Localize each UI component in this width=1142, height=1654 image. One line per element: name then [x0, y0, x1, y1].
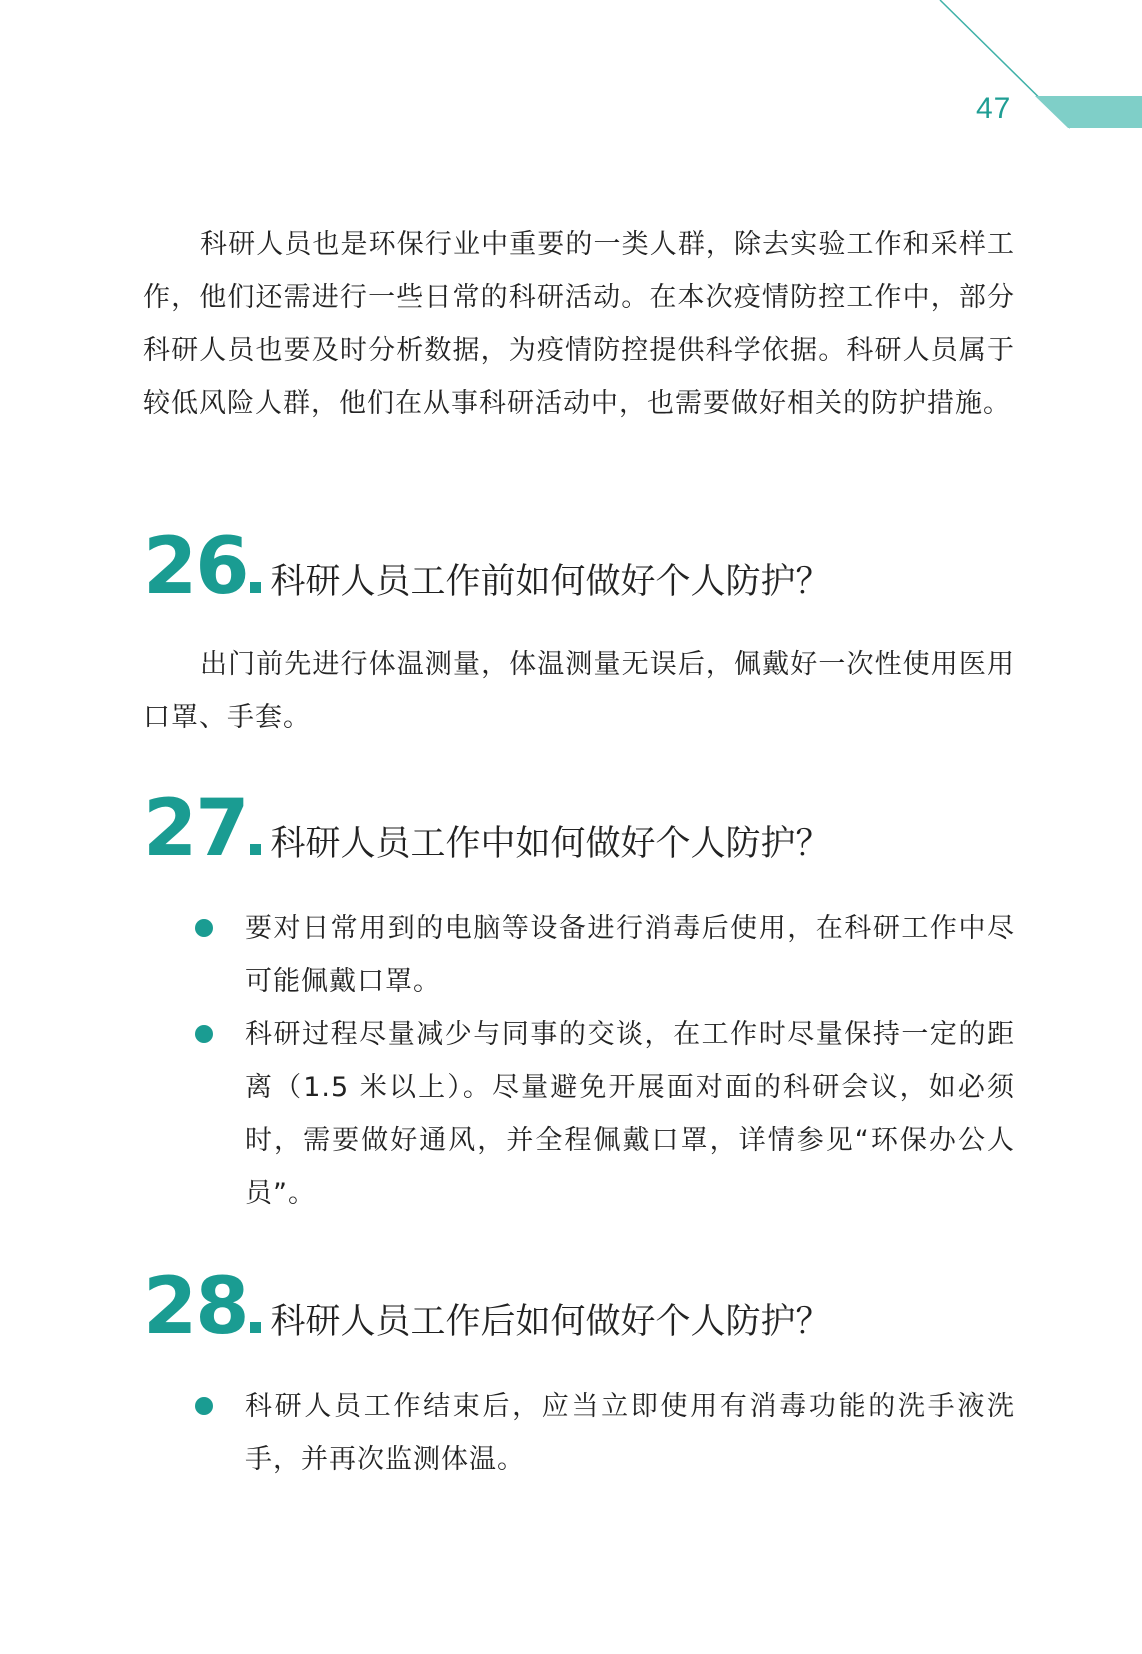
heading-dot-icon	[250, 1322, 261, 1333]
section-number: 27	[143, 784, 248, 874]
bullet-icon	[195, 1397, 213, 1415]
section-heading-26	[143, 522, 831, 612]
section-26-body: 出门前先进行体温测量，体温测量无误后，佩戴好一次性使用医用口罩、手套。	[143, 649, 1015, 733]
list-item	[143, 1380, 1015, 1486]
list-item-text: 要对日常用到的电脑等设备进行消毒后使用，在科研工作中尽可能佩戴口罩。	[245, 913, 1015, 997]
list-item-text: 科研人员工作结束后，应当立即使用有消毒功能的洗手液洗手，并再次监测体温。	[245, 1391, 1015, 1475]
heading-dot-icon	[250, 582, 261, 593]
intro-paragraph: 科研人员也是环保行业中重要的一类人群，除去实验工作和采样工作，他们还需进行一些日常的科研活动。在本次疫情防控工作中，部分科研人员也要及时分析数据，为疫情防控提供科学依据。科研人员属于较低风险人群，他们在从事科研活动中，也需要做好相关的防护措施。	[143, 229, 1015, 419]
bullet-icon	[195, 1025, 213, 1043]
list-item	[143, 902, 1015, 1008]
section-number: 28	[143, 1262, 248, 1352]
corner-decoration	[0, 0, 1142, 140]
heading-dot-icon	[250, 844, 261, 855]
section-title: 科研人员工作后如何做好个人防护？	[270, 1302, 831, 1342]
corner-tab-shape	[1035, 96, 1142, 128]
section-title: 科研人员工作前如何做好个人防护？	[270, 562, 831, 602]
section-heading-28	[143, 1262, 831, 1352]
list-item	[143, 1008, 1015, 1220]
bullet-icon	[195, 919, 213, 937]
page-number: 47	[976, 92, 1012, 125]
list-item-text: 科研过程尽量减少与同事的交谈，在工作时尽量保持一定的距离（1.5 米以上）。尽量避免开展面对面的科研会议，如必须时，需要做好通风，并全程佩戴口罩，详情参见“环保办公人员”。	[245, 1019, 1015, 1209]
section-title: 科研人员工作中如何做好个人防护？	[270, 824, 831, 864]
section-heading-27	[143, 784, 831, 874]
section-number: 26	[143, 522, 248, 612]
